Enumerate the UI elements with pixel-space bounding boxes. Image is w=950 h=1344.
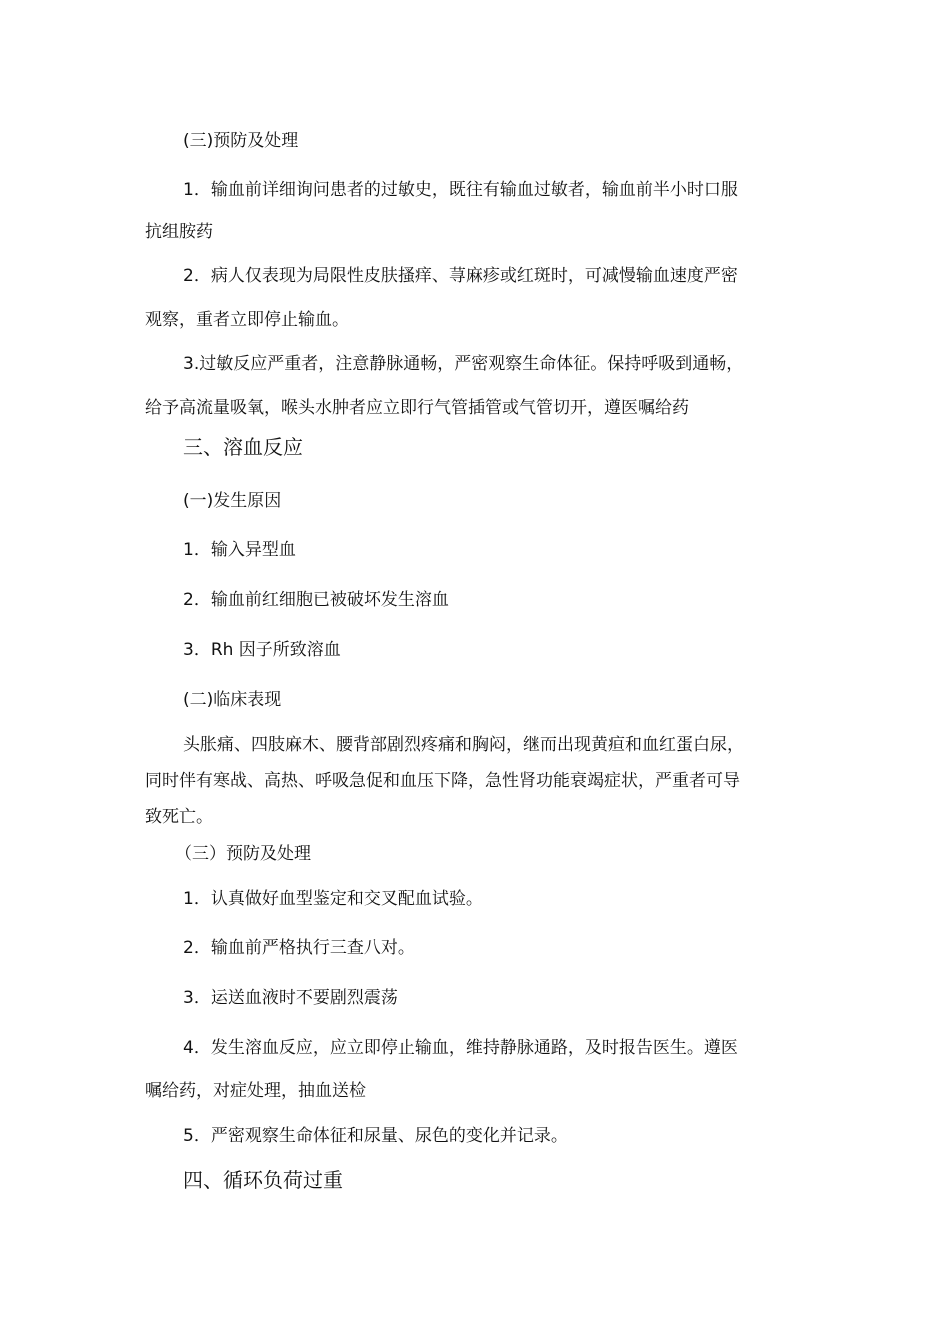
subsection-heading: (一)发生原因 bbox=[183, 491, 282, 511]
list-item-continuation: 嘱给药，对症处理，抽血送检 bbox=[145, 1081, 366, 1101]
subsection-heading: (二)临床表现 bbox=[183, 690, 282, 710]
paragraph-line: 致死亡。 bbox=[145, 807, 213, 827]
section-heading: 四、循环负荷过重 bbox=[183, 1168, 343, 1192]
list-item: 2．病人仅表现为局限性皮肤搔痒、荨麻疹或红斑时，可减慢输血速度严密 bbox=[183, 266, 738, 286]
section-heading: 三、溶血反应 bbox=[183, 435, 303, 459]
list-item-continuation: 观察，重者立即停止输血。 bbox=[145, 310, 349, 330]
list-item: 4．发生溶血反应，应立即停止输血，维持静脉通路，及时报告医生。遵医 bbox=[183, 1038, 738, 1058]
subsection-heading: （三）预防及处理 bbox=[175, 844, 311, 864]
paragraph-line: 同时伴有寒战、高热、呼吸急促和血压下降，急性肾功能衰竭症状，严重者可导 bbox=[145, 771, 740, 791]
list-item: 2．输血前严格执行三查八对。 bbox=[183, 938, 415, 958]
list-item: 1．输入异型血 bbox=[183, 540, 296, 560]
list-item-continuation: 抗组胺药 bbox=[145, 222, 213, 242]
list-item: 1．输血前详细询问患者的过敏史，既往有输血过敏者，输血前半小时口服 bbox=[183, 180, 738, 200]
list-item: 3.过敏反应严重者，注意静脉通畅，严密观察生命体征。保持呼吸到通畅， bbox=[183, 354, 744, 374]
list-item: 1．认真做好血型鉴定和交叉配血试验。 bbox=[183, 889, 483, 909]
list-item: 5．严密观察生命体征和尿量、尿色的变化并记录。 bbox=[183, 1126, 568, 1146]
list-item: 2．输血前红细胞已被破坏发生溶血 bbox=[183, 590, 449, 610]
list-item: 3．Rh 因子所致溶血 bbox=[183, 640, 341, 660]
list-item: 3．运送血液时不要剧烈震荡 bbox=[183, 988, 398, 1008]
list-item-continuation: 给予高流量吸氧，喉头水肿者应立即行气管插管或气管切开，遵医嘱给药 bbox=[145, 398, 689, 418]
subsection-heading: (三)预防及处理 bbox=[183, 131, 299, 151]
paragraph-line: 头胀痛、四肢麻木、腰背部剧烈疼痛和胸闷，继而出现黄疸和血红蛋白尿， bbox=[183, 735, 744, 755]
